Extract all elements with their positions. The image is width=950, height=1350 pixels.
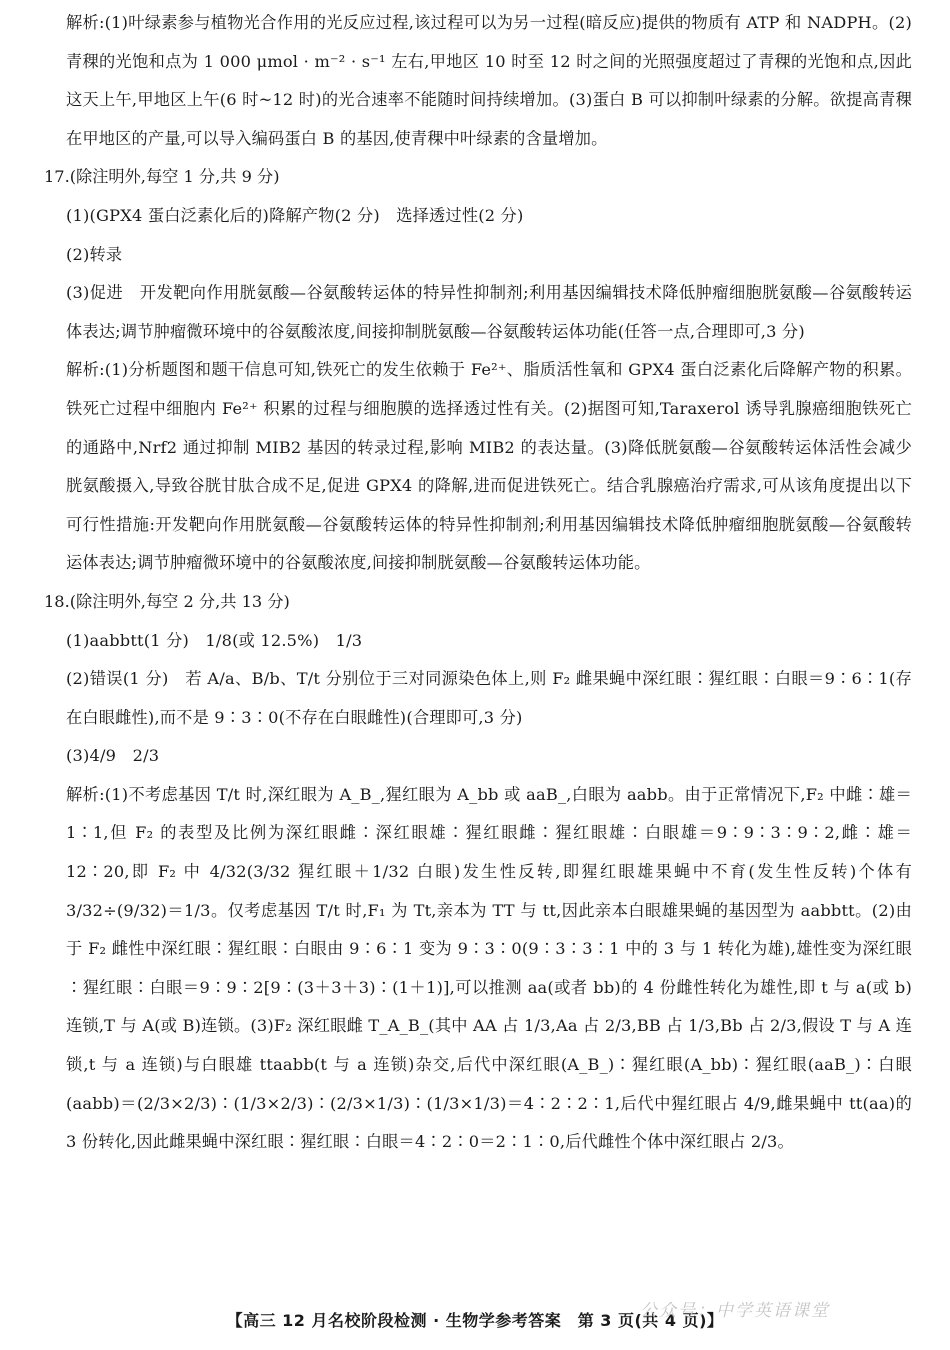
watermark: 公众号：中学英语课堂 bbox=[640, 1301, 830, 1321]
paragraph-list bbox=[44, 4, 912, 1162]
answer-paragraph: (3)4/9 2/3 bbox=[66, 746, 160, 766]
answer-paragraph: (1)(GPX4 蛋白泛素化后的)降解产物(2 分) 选择透过性(2 分) bbox=[66, 205, 524, 225]
answer-paragraph: (2)转录 bbox=[66, 244, 123, 264]
page-footer: 【高三 12 月名校阶段检测 · 生物学参考答案 第 3 页(共 4 页)】 bbox=[226, 1311, 724, 1330]
answer-paragraph: (2)错误(1 分) 若 A/a、B/b、T/t 分别位于三对同源染色体上,则 F₂ 雌果蝇中深红眼∶猩红眼∶白眼＝9∶6∶1(存在白眼雌性),而不是 9∶3∶0(不存在白眼雌性)(合理即可,3 分) bbox=[66, 669, 912, 727]
answer-paragraph: 解析:(1)分析题图和题干信息可知,铁死亡的发生依赖于 Fe²⁺、脂质活性氧和 GPX4 蛋白泛素化后降解产物的积累。铁死亡过程中细胞内 Fe²⁺ 积累的过程与细胞膜的选择透过性有关。(2)据图可知,Taraxerol 诱导乳腺癌细胞铁死亡的通路中,Nrf2 通过抑制 MIB2 基因的转录过程,影响 MIB2 的表达量。(3)降低胱氨酸—谷氨酸转运体活性会减少胱氨酸摄入,导致谷胱甘肽合成不足,促进 GPX4 的降解,进而促进铁死亡。结合乳腺癌治疗需求,可从该角度提出以下可行性措施:开发靶向作用胱氨酸—谷氨酸转运体的特异性抑制剂;利用基因编辑技术降低肿瘤细胞胱氨酸—谷氨酸转运体表达;调节肿瘤微环境中的谷氨酸浓度,间接抑制胱氨酸—谷氨酸转运体功能。 bbox=[66, 360, 912, 573]
answer-paragraph: 解析:(1)不考虑基因 T/t 时,深红眼为 A_B_,猩红眼为 A_bb 或 aaB_,白眼为 aabb。由于正常情况下,F₂ 中雌∶雄＝1∶1,但 F₂ 的表型及比例为深红眼雌∶深红眼雄∶猩红眼雌∶猩红眼雄∶白眼雄＝9∶9∶3∶9∶2,雌∶雄＝12∶20,即 F₂ 中 4/32(3/32 猩红眼＋1/32 白眼)发生性反转,即猩红眼雄果蝇中不育(发生性反转)个体有 3/32÷(9/32)＝1/3。仅考虑基因 T/t 时,F₁ 为 Tt,亲本为 TT 与 tt,因此亲本白眼雄果蝇的基因型为 aabbtt。(2)由于 F₂ 雌性中深红眼∶猩红眼∶白眼由 9∶6∶1 变为 9∶3∶0(9∶3∶3∶1 中的 3 与 1 转化为雄),雄性变为深红眼∶猩红眼∶白眼＝9∶9∶2[9∶(3＋3＋3)∶(1＋1)],可以推测 aa(或者 bb)的 4 份雌性转化为雄性,即 t 与 a(或 b)连锁,T 与 A(或 B)连锁。(3)F₂ 深红眼雌 T_A_B_(其中 AA 占 1/3,Aa 占 2/3,BB 占 1/3,Bb 占 2/3,假设 T 与 A 连锁,t 与 a 连锁)与白眼雄 ttaabb(t 与 a 连锁)杂交,后代中深红眼(A_B_)∶猩红眼(A_bb)∶猩红眼(aaB_)∶白眼(aabb)＝(2/3×2/3)∶(1/3×2/3)∶(2/3×1/3)∶(1/3×1/3)＝4∶2∶2∶1,后代中猩红眼占 4/9,雌果蝇中 tt(aa)的 3 份转化,因此雌果蝇中深红眼∶猩红眼∶白眼＝4∶2∶0＝2∶1∶0,后代雌性个体中深红眼占 2/3。 bbox=[66, 784, 912, 1152]
question-heading: 17.(除注明外,每空 1 分,共 9 分) bbox=[44, 167, 280, 187]
answer-paragraph: 解析:(1)叶绿素参与植物光合作用的光反应过程,该过程可以为另一过程(暗反应)提供的物质有 ATP 和 NADPH。(2)青稞的光饱和点为 1 000 μmol · m⁻² · s⁻¹ 左右,甲地区 10 时至 12 时之间的光照强度超过了青稞的光饱和点,因此这天上午,甲地区上午(6 时~12 时)的光合速率不能随时间持续增加。(3)蛋白 B 可以抑制叶绿素的分解。欲提高青稞在甲地区的产量,可以导入编码蛋白 B 的基因,使青稞中叶绿素的含量增加。 bbox=[66, 13, 912, 148]
answer-paragraph: (3)促进 开发靶向作用胱氨酸—谷氨酸转运体的特异性抑制剂;利用基因编辑技术降低肿瘤细胞胱氨酸—谷氨酸转运体表达;调节肿瘤微环境中的谷氨酸浓度,间接抑制胱氨酸—谷氨酸转运体功能(任答一点,合理即可,3 分) bbox=[66, 283, 912, 341]
question-heading: 18.(除注明外,每空 2 分,共 13 分) bbox=[44, 591, 290, 611]
answer-paragraph: (1)aabbtt(1 分) 1/8(或 12.5%) 1/3 bbox=[66, 630, 363, 650]
